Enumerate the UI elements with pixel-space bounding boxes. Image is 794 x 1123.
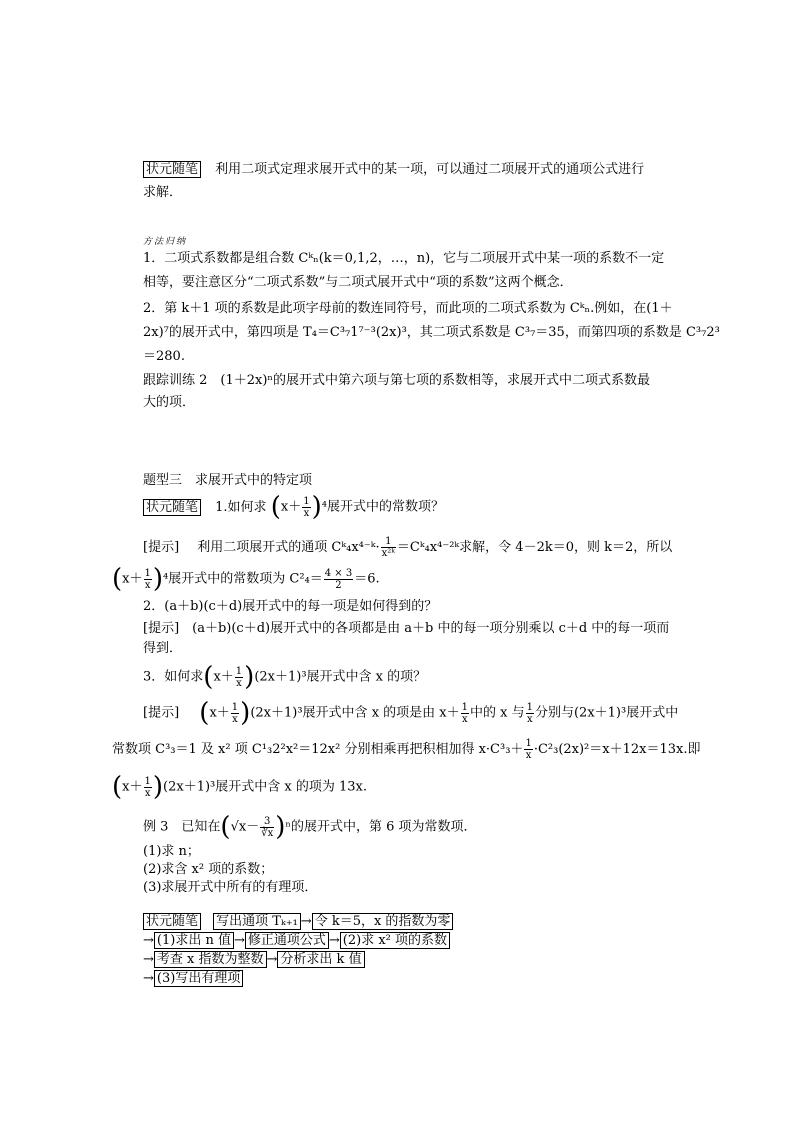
tracking-2b: 大的项． [143,395,196,410]
question-2: 2．(a＋b)(c＋d)展开式中的每一项是如何得到的？ [143,599,438,614]
right-paren: ) [275,812,286,842]
q1-post: ⁴展开式中的常数项？ [321,499,444,515]
flow-step-1: 写出通项 Tₖ₊₁ [213,913,301,930]
arrow-icon: → [143,933,154,948]
flow-line-1 [143,913,453,931]
right-paren: ) [152,564,164,594]
x-plus: x＋ [280,499,302,515]
hint-1a-text: 利用二项展开式的通项 Cᵏ₄x⁴⁻ᵏ· [197,540,380,555]
hint-1a [143,536,672,559]
fraction-4x3-over-2: $\frac{4 \times 3}{2}$ [324,567,353,591]
hint-1c: (x＋ $\frac{1}{x}$ )⁴展开式中的常数项为 C²₄＝ $\frac{4 \times 3}{2}$ ＝6. [112,564,380,594]
flow-line-3 [143,951,365,969]
flow-step-3: (1)求出 n 值 [154,932,234,949]
hint-label: [提示] [143,540,180,555]
q1-pre: 1.如何求 [215,499,267,515]
zhuangyuan-tag: 状元随笔 [143,913,201,930]
arrow-icon: → [328,933,340,948]
example-3-part-2: (2)求含 x² 项的系数； [143,862,274,877]
note-line-1 [143,161,644,179]
fraction-1-over-x: $\frac{1}{x}$ [144,567,151,591]
fraction-1-over-x: $\frac{1}{x}$ [231,701,239,725]
left-paren: ( [203,662,214,692]
flow-step-4: 修正通项公式 [245,932,329,949]
flow-step-5: (2)求 x² 项的系数 [340,932,450,949]
right-paren: ) [240,698,251,728]
right-paren: ) [244,662,255,692]
zhuangyuan-tag: 状元随笔 [143,161,201,178]
arrow-icon: → [266,952,278,967]
flow-step-8: (3)写出有理项 [154,970,243,987]
note-text: 利用二项式定理求展开式中的某一项，可以通过二项展开式的通项公式进行 [215,162,645,177]
hint-2b: 得到． [143,641,183,656]
flow-line-4 [143,970,243,988]
hint-3b: 常数项 C³₃＝1 及 x² 项 C¹₃2²x²＝12x² 分别相乘再把积相加得 x·C³₃＋ $\frac{1}{x}$ ·C²₃(2x)²＝x＋12x＝13x.即 [112,738,701,761]
fraction-1-over-x: $\frac{1}{x}$ [235,665,243,689]
left-paren: ( [112,564,123,594]
left-paren: ( [199,698,210,728]
fraction-1-over-x: $\frac{1}{x}$ [526,701,533,725]
method-2a: 2．第 k＋1 项的系数是此项字母前的数连同符号，而此项的二项式系数为 Cᵏₙ.例如，在(1＋ [143,301,673,316]
method-1a: 1．二项式系数都是组合数 Cᵏₙ(k＝0,1,2，…，n)，它与二项展开式中某一项的系数不一定 [143,251,665,266]
zhuangyuan-tag: 状元随笔 [143,499,201,516]
arrow-icon: → [143,952,154,967]
fraction-3-over-cbrt-x: $\frac{3}{∛x}$ [261,815,274,839]
method-2c: ＝280. [143,349,185,364]
tracking-2a: 跟踪训练 2 (1＋2x)ⁿ的展开式中第六项与第七项的系数相等，求展开式中二项式系数最 [143,373,651,388]
fraction-1-over-x: $\frac{1}{x}$ [303,495,310,519]
hint-label: [提示] [143,705,180,721]
flow-step-6: 考查 x 指数为整数 [154,951,267,968]
arrow-icon: → [143,971,154,986]
arrow-icon: → [300,914,312,929]
example-3-part-3: (3)求展开式中所有的有理项． [143,880,318,895]
left-paren: ( [220,812,231,842]
method-1b: 相等，要注意区分“二项式系数”与二项式展开式中“项的系数”这两个概念． [143,275,573,290]
flow-line-2 [143,932,450,950]
right-paren: ) [152,772,164,802]
fraction-1-over-x: $\frac{1}{x}$ [144,775,151,799]
example-3-part-1: (1)求 n； [143,844,200,859]
question-1 [143,494,444,520]
hint-3c: (x＋ $\frac{1}{x}$ )(2x＋1)³展开式中含 x 的项为 13x. [112,772,367,802]
right-paren: ) [311,492,322,522]
hint-1b-text: ＝Cᵏ₄x⁴⁻²ᵏ求解，令 4－2k＝0，则 k＝2，所以 [396,540,673,555]
question-3: 3．如何求(x＋ $\frac{1}{x}$ )(2x＋1)³展开式中含 x 的项？ [143,662,427,692]
type3-heading: 题型三 求展开式中的特定项 [143,473,313,488]
flow-step-2: 令 k＝5，x 的指数为零 [312,913,454,930]
note-line-2: 求解． [143,185,183,200]
left-paren: ( [270,492,281,522]
example-3: 例 3 已知在(√x－ $\frac{3}{∛x}$ )ⁿ的展开式中，第 6 项为常数项． [143,812,477,842]
fraction-1-over-x: $\frac{1}{x}$ [461,701,468,725]
fraction-1-over-xk: $\frac{1}{\text{x²ᵏ}}$ [381,536,395,559]
flow-step-7: 分析求出 k 值 [277,951,364,968]
method-2b: 2x)⁷的展开式中，第四项是 T₄＝C³₇1⁷⁻³(2x)³，其二项式系数是 C³₇＝35，而第四项的系数是 C³₇2³ [143,325,720,340]
left-paren: ( [112,772,123,802]
method-heading: 方法归纳 [143,237,188,247]
hint-3a: [提示] (x＋ $\frac{1}{x}$ )(2x＋1)³展开式中含 x 的项是由 x＋ $\frac{1}{x}$ 中的 x 与 $\frac{1}{x}$ 分别与(2x＋1)³展开式中 [143,698,679,728]
arrow-icon: → [233,933,245,948]
hint-2a: [提示] (a＋b)(c＋d)展开式中的各项都是由 a＋b 中的每一项分别乘以 c＋d 中的每一项而 [143,621,670,636]
fraction-1-over-x: $\frac{1}{x}$ [525,738,532,761]
